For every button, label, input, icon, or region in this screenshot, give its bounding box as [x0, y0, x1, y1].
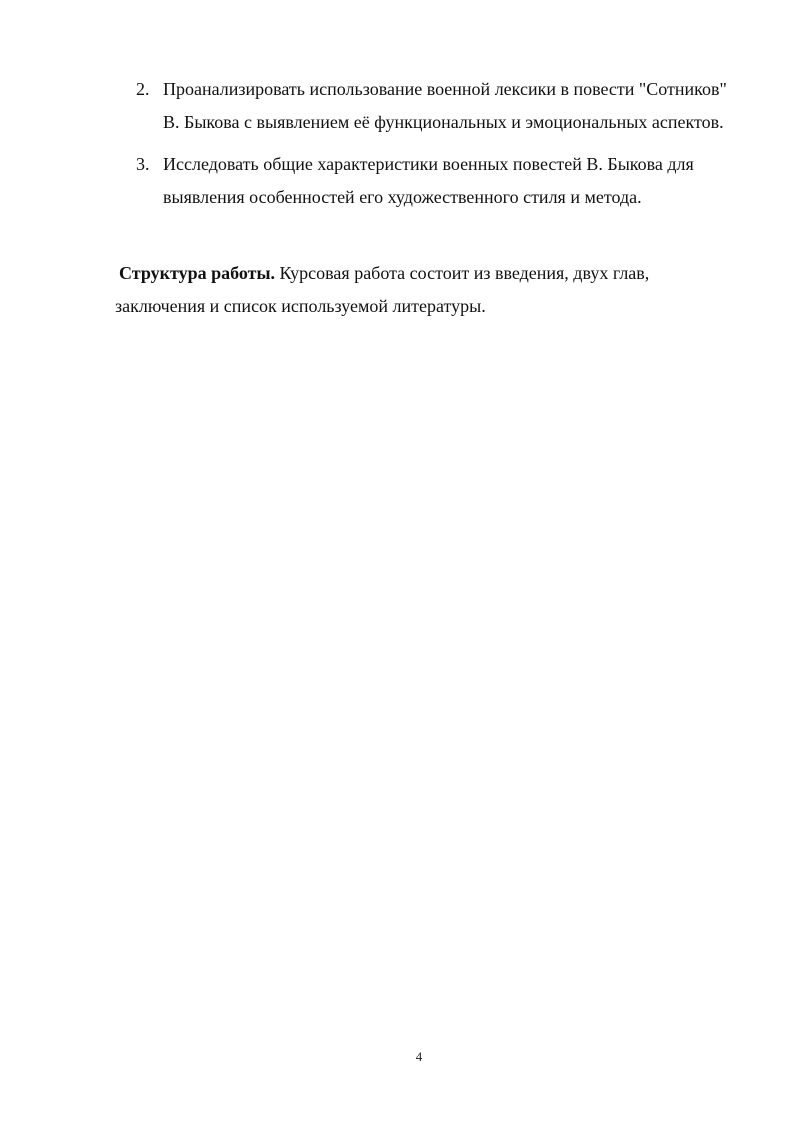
list-item-text: Исследовать общие характеристики военных повестей В. Быкова для выявления особенностей его художественного стиля и метода.	[163, 154, 694, 207]
structure-paragraph	[115, 257, 715, 322]
structure-text: Курсовая работа состоит из введения, двух глав, заключения и список используемой литературы.	[115, 263, 650, 316]
list-item	[136, 148, 736, 213]
objectives-list	[136, 73, 736, 223]
list-item	[136, 73, 736, 138]
page-number: 4	[415, 1049, 423, 1064]
list-item-number: 2.	[136, 79, 150, 99]
structure-heading: Структура работы.	[119, 263, 276, 283]
list-item-text: Проанализировать использование военной лексики в повести "Сотников" В. Быкова с выявлением её функциональных и эмоциональных аспектов.	[163, 79, 727, 132]
list-item-number: 3.	[136, 154, 150, 174]
